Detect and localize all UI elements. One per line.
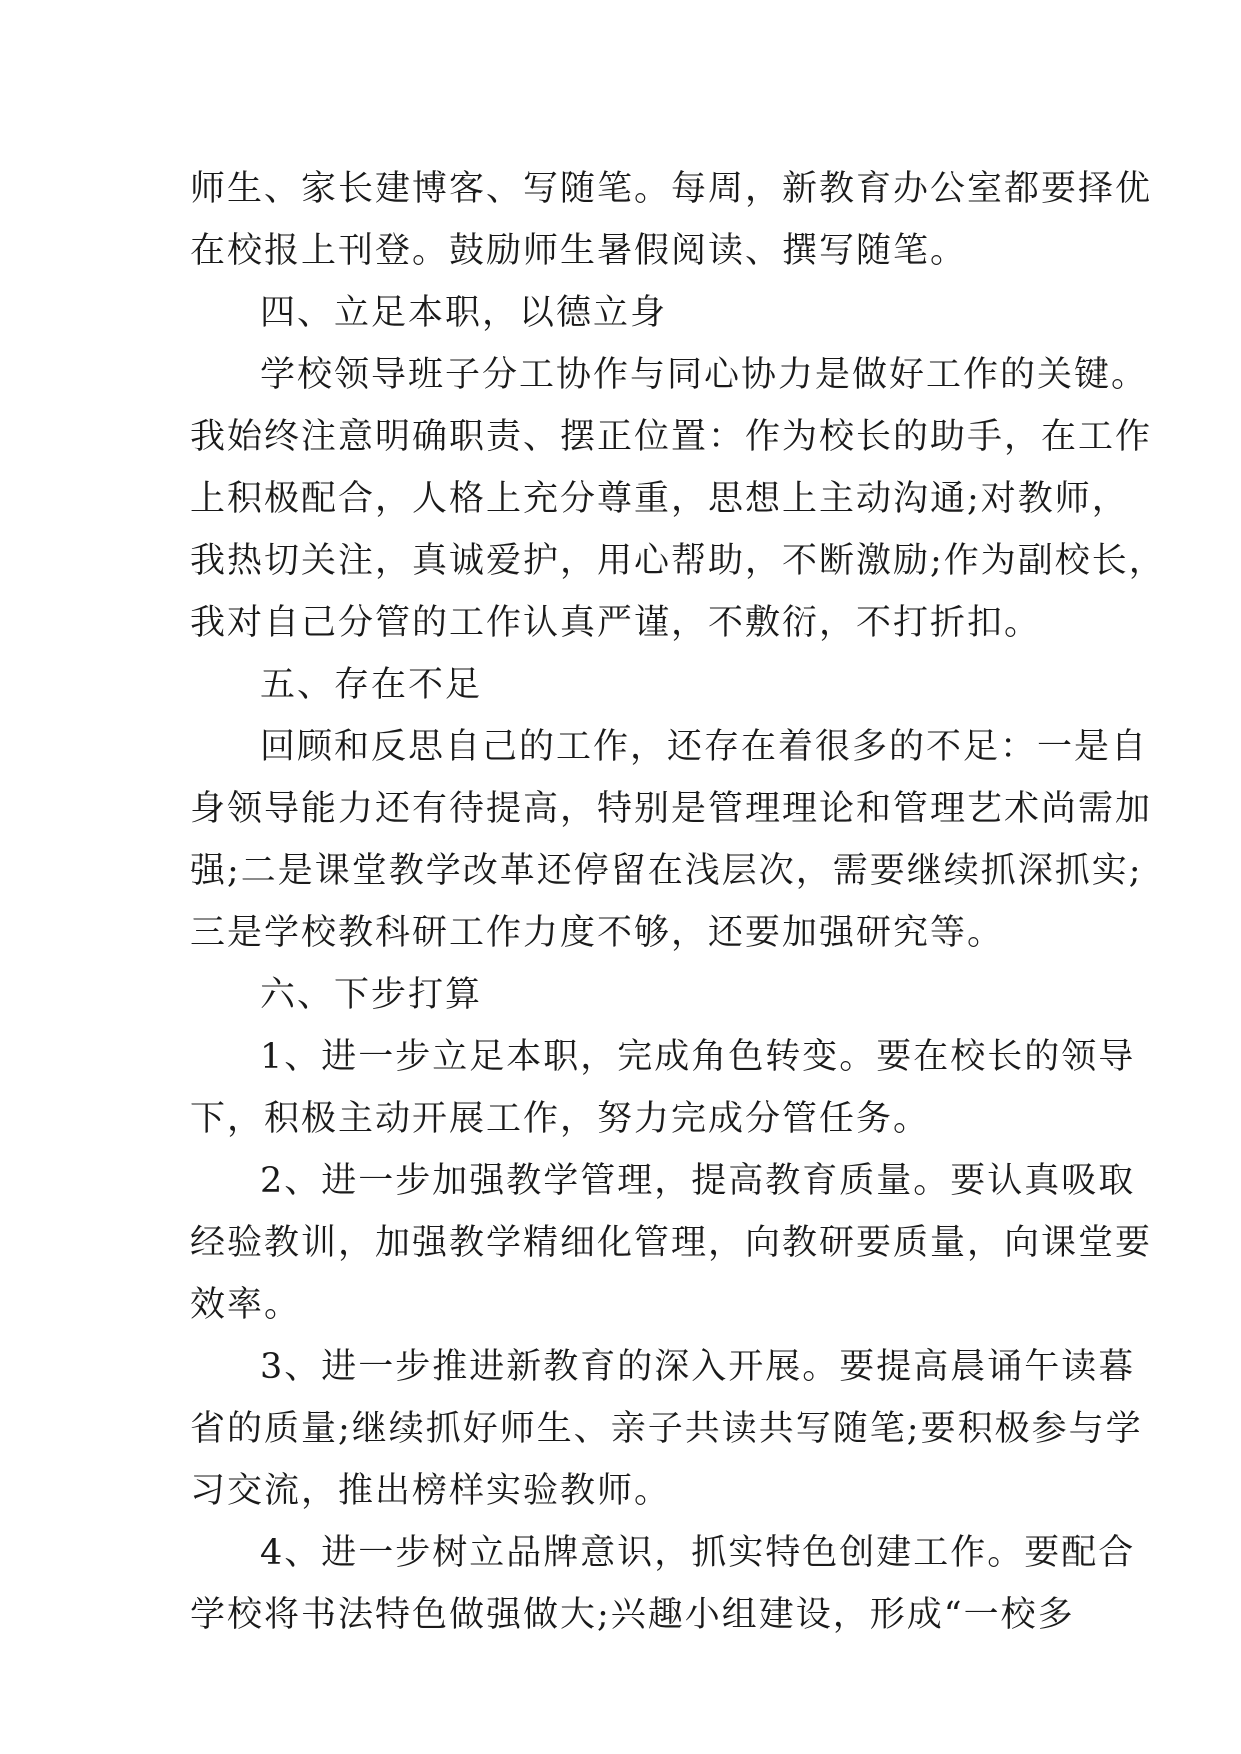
section-heading: 五、存在不足 [260,665,483,705]
text-line: 上积极配合，人格上充分尊重，思想上主动沟通;对教师， [190,479,1129,519]
section-heading: 六、下步打算 [260,975,483,1015]
text-line: 身领导能力还有待提高，特别是管理理论和管理艺术尚需加 [190,789,1153,829]
text-line: 我热切关注，真诚爱护，用心帮助，不断激励;作为副校长， [190,541,1166,581]
text-line: 学校领导班子分工协作与同心协力是做好工作的关键。 [260,355,1149,395]
text-line: 学校将书法特色做强做大;兴趣小组建设，形成“一校多 [190,1595,1075,1635]
text-line: 师生、家长建博客、写随笔。每周，新教育办公室都要择优 [190,169,1153,209]
text-line: 经验教训，加强教学精细化管理，向教研要质量，向课堂要 [190,1223,1153,1263]
document-body [190,158,1166,1646]
text-line: 2、进一步加强教学管理，提高教育质量。要认真吸取 [260,1161,1136,1201]
text-line: 省的质量;继续抓好师生、亲子共读共写随笔;要积极参与学 [190,1409,1143,1449]
text-line: 下，积极主动开展工作，努力完成分管任务。 [190,1099,931,1139]
text-line: 强;二是课堂教学改革还停留在浅层次，需要继续抓深抓实; [190,851,1143,891]
text-line: 三是学校教科研工作力度不够，还要加强研究等。 [190,913,1005,953]
text-line: 习交流，推出榜样实验教师。 [190,1471,672,1511]
text-line: 我对自己分管的工作认真严谨，不敷衍，不打折扣。 [190,603,1042,643]
text-line: 效率。 [190,1285,302,1325]
text-line: 在校报上刊登。鼓励师生暑假阅读、撰写随笔。 [190,231,968,271]
text-line: 回顾和反思自己的工作，还存在着很多的不足：一是自 [260,727,1149,767]
section-heading: 四、立足本职，以德立身 [260,293,668,333]
text-line: 我始终注意明确职责、摆正位置：作为校长的助手，在工作 [190,417,1153,457]
text-line: 4、进一步树立品牌意识，抓实特色创建工作。要配合 [260,1533,1136,1573]
text-line: 1、进一步立足本职，完成角色转变。要在校长的领导 [260,1037,1136,1077]
text-line: 3、进一步推进新教育的深入开展。要提高晨诵午读暮 [260,1347,1136,1387]
